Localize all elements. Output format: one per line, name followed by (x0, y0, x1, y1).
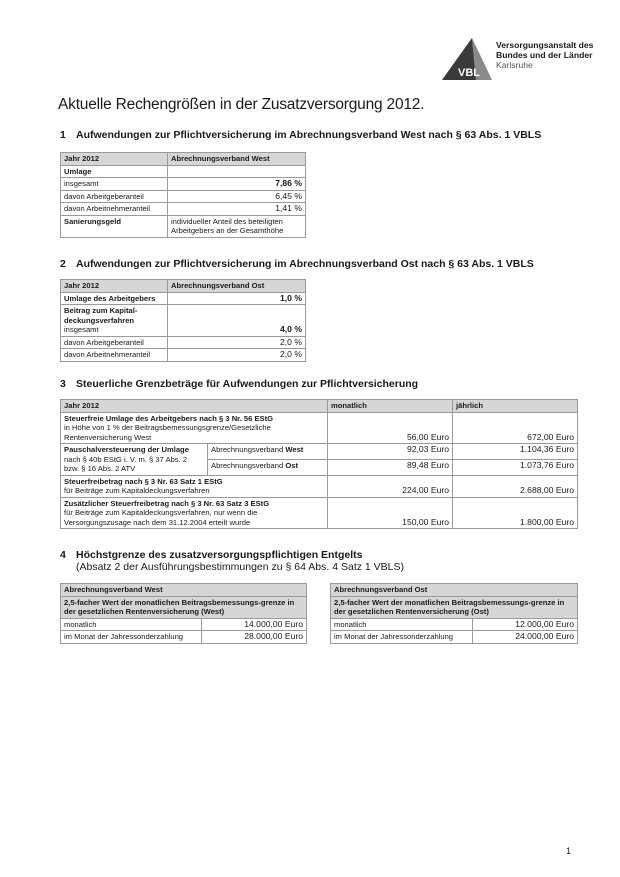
table-3-h-monthly: monatlich (328, 400, 453, 413)
table-row (61, 497, 578, 529)
table-section-1 (60, 152, 306, 238)
table-3-r2a-yearly: 1.104,36 Euro (453, 444, 578, 460)
table-row (331, 596, 578, 618)
table-4o-desc: 2,5-facher Wert der monatlichen Beitragsbemessungs-grenze in der gesetzlichen Rentenversicherung (Ost) (331, 596, 578, 618)
table-row (61, 596, 307, 618)
table-1-an-label: davon Arbeitnehmeranteil (61, 203, 168, 216)
section-2-title: Aufwendungen zur Pflichtversicherung im Abrechnungsverband Ost nach § 63 Abs. 1 VBLS (76, 258, 534, 270)
table-row (61, 178, 306, 191)
table-1-ag-label: davon Arbeitgeberanteil (61, 190, 168, 203)
table-2-umlage-value: 1,0 % (168, 292, 306, 305)
table-3-r2a-monthly: 92,03 Euro (328, 444, 453, 460)
table-row (61, 292, 306, 305)
table-3-r2b-label-bold: Ost (285, 460, 298, 470)
table-section-2 (60, 279, 306, 362)
table-row (61, 203, 306, 216)
table-1-h-col: Abrechnungsverband West (168, 153, 306, 166)
section-4-subtitle: (Absatz 2 der Ausführungsbestimmungen zu § 64 Abs. 4 Satz 1 VBLS) (76, 561, 405, 573)
section-4-heading (60, 549, 404, 573)
table-row (61, 618, 307, 631)
table-2-h-col: Abrechnungsverband Ost (168, 280, 306, 293)
table-3-r2b-yearly: 1.073,76 Euro (453, 459, 578, 475)
table-1-umlage-label: Umlage (61, 165, 168, 178)
section-3-title: Steuerliche Grenzbeträge für Aufwendungen zur Pflichtversicherung (76, 378, 419, 390)
table-row (331, 618, 578, 631)
page-title: Aktuelle Rechengrößen in der Zusatzversorgung 2012. (58, 96, 425, 113)
table-row (61, 349, 306, 362)
table-section-4-west (60, 583, 307, 644)
table-3-r4-text: für Beiträge zum Kapitaldeckungsverfahren, nur wenn die Versorgungszusage nach dem 31.12.2004 erteilt wurde (64, 508, 258, 527)
table-2-ag-label: davon Arbeitgeberanteil (61, 336, 168, 349)
table-4w-monthly-label: monatlich (61, 618, 202, 631)
table-4o-special-value: 24.000,00 Euro (473, 631, 578, 644)
table-2-an-label: davon Arbeitnehmeranteil (61, 349, 168, 362)
table-row (61, 215, 306, 237)
section-4-title: Höchstgrenze des zusatzversorgungspflichtigen Entgelts (76, 549, 363, 561)
table-section-4-ost (330, 583, 578, 644)
table-section-3 (60, 399, 578, 529)
table-1-h-year: Jahr 2012 (61, 153, 168, 166)
table-row (61, 165, 306, 178)
table-3-header (61, 400, 578, 413)
table-row (61, 336, 306, 349)
table-2-beitrag-cell (61, 305, 168, 337)
table-4w-header (61, 584, 307, 597)
table-3-r4-cell (61, 497, 328, 529)
section-3-heading (60, 378, 418, 390)
table-3-r2a-label-text: Abrechnungsverband (211, 445, 286, 454)
section-1-number: 1 (60, 129, 66, 141)
table-4w-monthly-value: 14.000,00 Euro (202, 618, 307, 631)
page-number: 1 (566, 846, 572, 856)
table-3-r4-monthly: 150,00 Euro (328, 497, 453, 529)
table-3-r2b-label-text: Abrechnungsverband (211, 460, 286, 470)
table-row (61, 475, 578, 497)
table-3-r3-yearly: 2.688,00 Euro (453, 475, 578, 497)
table-2-beitrag-label: Beitrag zum Kapital-deckungsverfahren (64, 306, 138, 325)
section-2-heading (60, 258, 534, 270)
table-3-r1-text: in Höhe von 1 % der Beitragsbemessungsgrenze/Gesetzliche Rentenversicherung West (64, 423, 271, 442)
table-3-h-year: Jahr 2012 (61, 400, 328, 413)
table-row (331, 631, 578, 644)
table-3-r2b-label (208, 459, 328, 475)
table-2-umlage-label: Umlage des Arbeitgebers (61, 292, 168, 305)
table-row (61, 444, 578, 460)
section-4-number: 4 (60, 549, 66, 561)
table-4o-monthly-value: 12.000,00 Euro (473, 618, 578, 631)
table-row (61, 190, 306, 203)
table-3-r2-cell (61, 444, 208, 476)
table-3-r2b-monthly: 89,48 Euro (328, 459, 453, 475)
table-row (61, 305, 306, 337)
vbl-logo (438, 36, 494, 82)
table-2-h-year: Jahr 2012 (61, 280, 168, 293)
table-4o-monthly-label: monatlich (331, 618, 473, 631)
logo-text (496, 40, 593, 70)
table-3-r1-title: Steuerfreie Umlage des Arbeitgebers nach § 3 Nr. 56 EStG (64, 413, 274, 423)
table-1-umlage-empty (168, 165, 306, 178)
table-3-r1-yearly: 672,00 Euro (453, 412, 578, 444)
table-3-r4-title: Zusätzlicher Steuerfreibetrag nach § 3 Nr. 63 Satz 3 EStG (64, 498, 270, 508)
logo-line-3: Karlsruhe (496, 60, 533, 70)
table-3-r2a-label-bold: West (285, 445, 304, 454)
table-1-an-value: 1,41 % (168, 203, 306, 216)
table-2-ag-value: 2,0 % (168, 336, 306, 349)
section-2-number: 2 (60, 258, 66, 270)
table-1-insgesamt-value: 7,86 % (168, 178, 306, 191)
table-3-h-yearly: jährlich (453, 400, 578, 413)
table-2-an-value: 2,0 % (168, 349, 306, 362)
table-3-r3-cell (61, 475, 328, 497)
table-1-ag-value: 6,45 % (168, 190, 306, 203)
table-2-header (61, 280, 306, 293)
table-row (61, 631, 307, 644)
table-3-r1-monthly: 56,00 Euro (328, 412, 453, 444)
table-4o-head: Abrechnungsverband Ost (331, 584, 578, 597)
table-1-insgesamt-label: insgesamt (61, 178, 168, 191)
table-3-r3-monthly: 224,00 Euro (328, 475, 453, 497)
table-4w-head: Abrechnungsverband West (61, 584, 307, 597)
table-3-r3-text: für Beiträge zum Kapitaldeckungsverfahren (64, 486, 210, 495)
section-1-title: Aufwendungen zur Pflichtversicherung im Abrechnungsverband West nach § 63 Abs. 1 VBLS (76, 129, 542, 141)
table-3-r4-yearly: 1.800,00 Euro (453, 497, 578, 529)
table-4w-desc: 2,5-facher Wert der monatlichen Beitragsbemessungs-grenze in der gesetzlichen Rentenversicherung (West) (61, 596, 307, 618)
table-3-r2-title: Pauschalversteuerung der Umlage (64, 445, 189, 454)
table-3-r3-title: Steuerfreibetrag nach § 3 Nr. 63 Satz 1 EStG (64, 476, 223, 486)
table-4o-special-label: im Monat der Jahressonderzahlung (331, 631, 473, 644)
table-4o-header (331, 584, 578, 597)
table-4w-special-value: 28.000,00 Euro (202, 631, 307, 644)
logo-line-1: Versorgungsanstalt des (496, 40, 594, 50)
logo-line-2: Bundes und der Länder (496, 50, 593, 60)
table-3-r2-text: nach § 40b EStG i. V. m. § 37 Abs. 2 bzw. § 16 Abs. 2 ATV (64, 454, 187, 473)
table-1-sanierung-value: individueller Anteil des beteiligten Arbeitgebers an der Gesamthöhe (168, 215, 306, 237)
table-1-sanierung-label: Sanierungsgeld (61, 215, 168, 237)
table-2-insgesamt-value: 4,0 % (168, 305, 306, 337)
section-1-heading (60, 129, 541, 141)
logo-abbr: VBL (458, 67, 480, 79)
table-1-header (61, 153, 306, 166)
table-3-r1-cell (61, 412, 328, 444)
table-2-insgesamt-label: insgesamt (64, 325, 99, 334)
table-4w-special-label: im Monat der Jahressonderzahlung (61, 631, 202, 644)
table-3-r2a-label (208, 444, 328, 460)
table-row (61, 412, 578, 444)
section-3-number: 3 (60, 378, 66, 390)
